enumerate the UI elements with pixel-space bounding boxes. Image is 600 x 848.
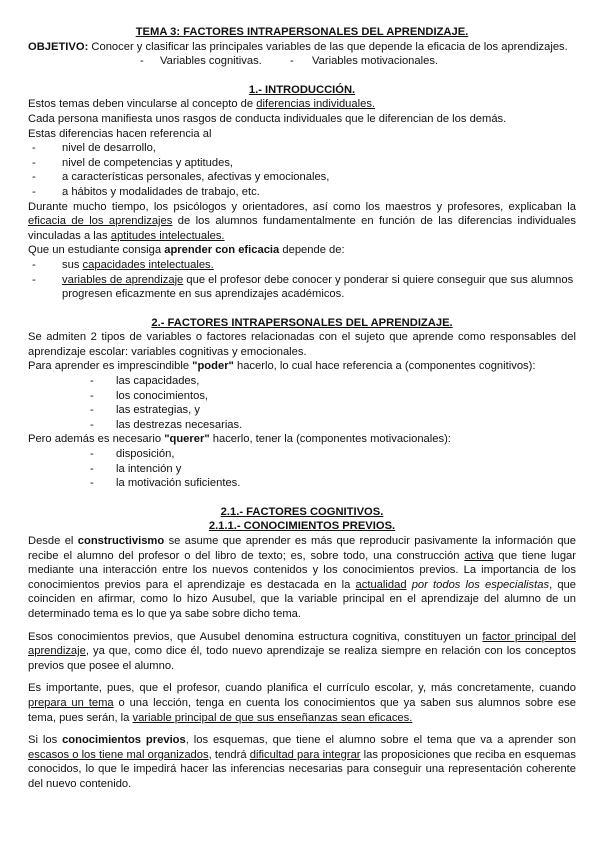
s21-paragraph-1: Desde el constructivismo se asume que aprender es más que reproducir pasivamente la información que recibe el alumno del profesor o del libro de texto; es, sobre todo, una construcción activa que tiene lugar mediante una interacción entre los nuevos contenidos y los conocimientos previos. La importancia de los conocimientos previos para el aprendizaje es destacada en la actualidad por todos los especialistas, que coinciden en afirmar, como lo hizo Ausubel, que la variable principal en el aprendizaje del alumno de un determinado tema es lo que ya sabe sobre dicho tema. — [28, 535, 577, 620]
list-item: - los conocimientos, — [90, 389, 209, 402]
objective — [28, 40, 576, 55]
section-2-1-title: 2.1.- FACTORES COGNITIVOS. — [220, 505, 384, 518]
list-item: - las destrezas necesarias. — [90, 418, 243, 431]
section-2-title: 2.- FACTORES INTRAPERSONALES DEL APRENDIZAJE. — [151, 316, 453, 329]
page-title: TEMA 3: FACTORES INTRAPERSONALES DEL APRENDIZAJE. — [135, 26, 469, 38]
list-item: - nivel de desarrollo, — [32, 142, 156, 155]
s2-paragraph-3: Pero además es necesario "querer" hacerlo, tener la (componentes motivacionales): — [28, 433, 451, 446]
document-page — [28, 25, 576, 792]
list-item: - la motivación suficientes. — [90, 477, 241, 490]
s21-paragraph-4: Si los conocimientos previos, los esquemas, que tiene el alumno sobre el tema que va a aprender son escasos o los tiene mal organizados, tendrá dificultad para integrar las proposiciones que reciba en esquemas conocidos, lo que le impedirá hacer las inferencias necesarias para conseguir una representación coherente del nuevo contenido. — [28, 734, 576, 790]
objective-label: OBJETIVO: — [28, 40, 89, 53]
var-motivational: Variables motivacionales. — [312, 55, 439, 68]
s1-paragraph-2: Que un estudiante consiga aprender con eficacia depende de: — [28, 244, 345, 257]
s1-paragraph-1: Durante mucho tiempo, los psicólogos y orientadores, así como los maestros y profesores, explicaban la eficacia de los aprendizajes de los alumnos fundamentalmente en función de las diferencias individuales vinculadas a las aptitudes intelectuales. — [28, 200, 576, 242]
s2-paragraph-2: Para aprender es imprescindible "poder" hacerlo, lo cual hace referencia a (componentes cognitivos): — [28, 360, 536, 373]
section-1-title: 1.- INTRODUCCIÓN. — [248, 83, 356, 96]
list-item: - variables de aprendizaje que el profesor debe conocer y ponderar si quiere conseguir que sus alumnos progresen eficazmente en sus aprendizajes académicos. — [32, 273, 574, 301]
s1-line-2: Cada persona manifiesta unos rasgos de conducta individuales que le diferencian de los demás. — [28, 112, 507, 125]
list-item: - sus capacidades intelectuales. — [32, 258, 214, 271]
list-item: - disposición, — [90, 448, 175, 461]
list-item: - a hábitos y modalidades de trabajo, etc. — [32, 185, 260, 198]
objective-text: Conocer y clasificar las principales variables de las que depende la eficacia de los aprendizajes. — [88, 40, 568, 53]
variables-line: - Variables cognitivas. - Variables motivacionales. — [140, 55, 439, 68]
section-2-1-1-title: 2.1.1.- CONOCIMIENTOS PREVIOS. — [208, 520, 396, 533]
var-cognitive: Variables cognitivas. — [160, 55, 262, 68]
list-item: - nivel de competencias y aptitudes, — [32, 156, 234, 169]
s1-line-1: Estos temas deben vincularse al concepto de diferencias individuales. — [28, 98, 376, 111]
list-item: - la intención y — [90, 462, 182, 475]
list-item: - las capacidades, — [90, 375, 200, 388]
s21-paragraph-2: Esos conocimientos previos, que Ausubel denomina estructura cognitiva, constituyen un factor principal del aprendizaje, ya que, como dice él, todo nuevo aprendizaje se realiza siempre en relación con los conceptos previos que posee el alumno. — [28, 630, 576, 672]
s21-paragraph-3: Es importante, pues, que el profesor, cuando planifica el currículo escolar, y, más concretamente, cuando prepara un tema o una lección, tenga en cuenta los conocimientos que ya saben sus alumnos sobre ese tema, pues serán, la variable principal de que sus enseñanzas sean eficaces. — [28, 682, 577, 724]
s2-paragraph-1: Se admiten 2 tipos de variables o factores relacionadas con el sujeto que aprende como responsables del aprendizaje escolar: variables cognitivas y emocionales. — [28, 331, 576, 358]
list-item: - las estrategias, y — [90, 404, 200, 417]
list-item: - a características personales, afectivas y emocionales, — [32, 171, 330, 184]
s1-line-3: Estas diferencias hacen referencia al — [28, 127, 212, 140]
